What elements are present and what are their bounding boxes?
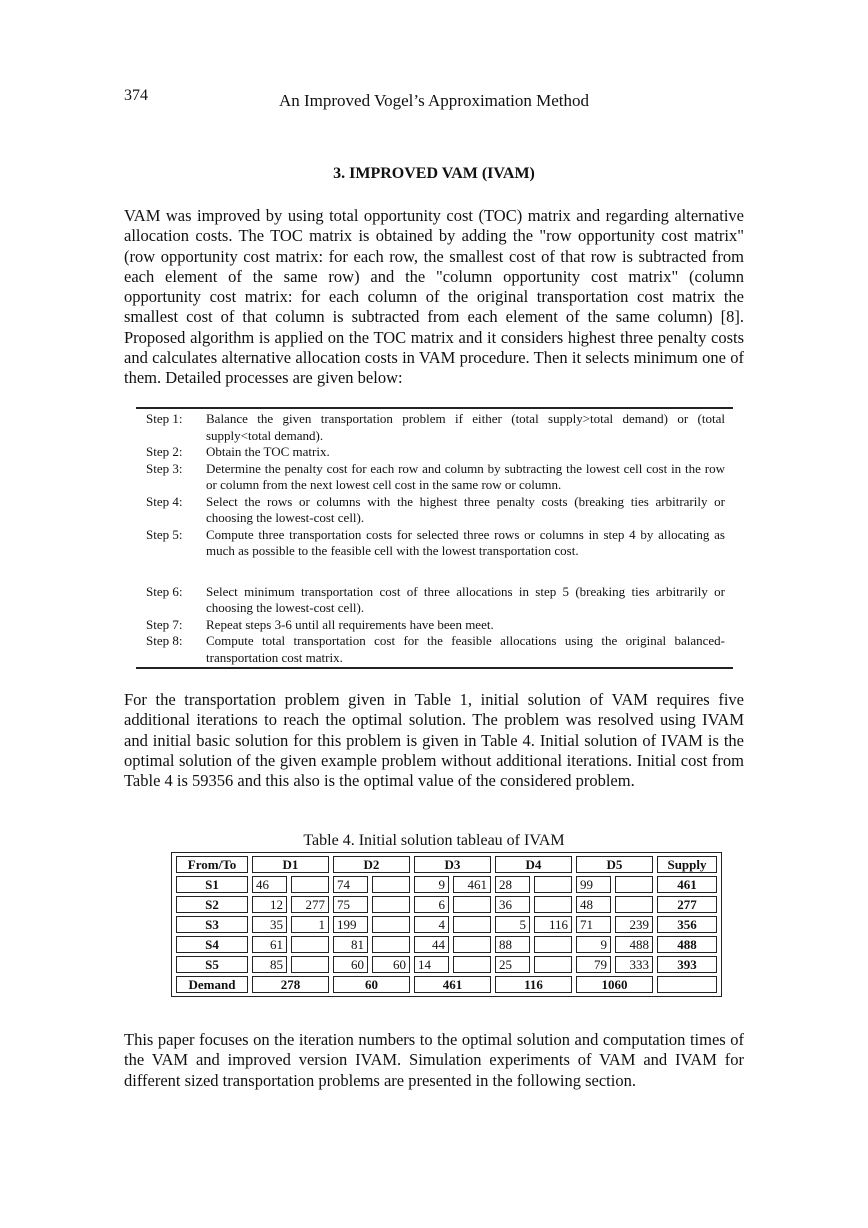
allocation-cell bbox=[291, 876, 329, 893]
demand-cell: 461 bbox=[414, 976, 491, 993]
table-caption: Table 4. Initial solution tableau of IVAM bbox=[303, 832, 565, 849]
allocation-cell bbox=[291, 956, 329, 973]
row-label: S4 bbox=[176, 936, 248, 953]
step-text: Compute total transportation cost for the feasible allocations using the original balanced-transportation cost matrix. bbox=[206, 633, 725, 665]
cost-cell: 9 bbox=[576, 936, 611, 953]
allocation-cell bbox=[534, 936, 572, 953]
step-label: Step 4: bbox=[146, 493, 183, 509]
cost-cell: 75 bbox=[333, 896, 368, 913]
cost-cell: 61 bbox=[252, 936, 287, 953]
supply-cell: 277 bbox=[657, 896, 717, 913]
table-row bbox=[176, 916, 717, 933]
row-label: S2 bbox=[176, 896, 248, 913]
step-text: Balance the given transportation problem if either (total supply>total demand) or (total supply<total demand). bbox=[206, 411, 725, 443]
cost-cell: 14 bbox=[414, 956, 449, 973]
allocation-cell bbox=[534, 876, 572, 893]
header-d3: D3 bbox=[414, 856, 491, 873]
allocation-cell bbox=[372, 896, 410, 913]
page-number: 374 bbox=[124, 87, 148, 104]
step-row bbox=[136, 527, 733, 560]
cost-cell: 74 bbox=[333, 876, 368, 893]
demand-cell: 116 bbox=[495, 976, 572, 993]
supply-cell: 393 bbox=[657, 956, 717, 973]
paragraph-results: For the transportation problem given in Table 1, initial solution of VAM requires five additional iterations to reach the optimal solution. The problem was resolved using IVAM and initial basic solution for this problem is given in Table 4. Initial solution of IVAM is the optimal solution of the given example problem without additional iterations. Initial cost from Table 4 is 59356 and this also is the optimal value of the considered problem. bbox=[124, 690, 744, 791]
row-label: Demand bbox=[176, 976, 248, 993]
cost-cell: 199 bbox=[333, 916, 368, 933]
cost-cell: 85 bbox=[252, 956, 287, 973]
allocation-cell: 488 bbox=[615, 936, 653, 953]
row-label: S1 bbox=[176, 876, 248, 893]
step-label: Step 7: bbox=[146, 616, 183, 632]
demand-cell: 278 bbox=[252, 976, 329, 993]
header-d2: D2 bbox=[333, 856, 410, 873]
demand-cell bbox=[657, 976, 717, 993]
step-row bbox=[136, 494, 733, 527]
paragraph-conclusion: This paper focuses on the iteration numbers to the optimal solution and computation times of the VAM and improved version IVAM. Simulation experiments of VAM and IVAM for different sized transportation problems are presented in the following section. bbox=[124, 1030, 744, 1090]
cost-cell: 60 bbox=[333, 956, 368, 973]
cost-cell: 81 bbox=[333, 936, 368, 953]
cost-cell: 35 bbox=[252, 916, 287, 933]
allocation-cell: 277 bbox=[291, 896, 329, 913]
allocation-cell bbox=[372, 916, 410, 933]
allocation-cell: 60 bbox=[372, 956, 410, 973]
allocation-cell bbox=[453, 956, 491, 973]
step-row bbox=[136, 411, 733, 444]
header-supply: Supply bbox=[657, 856, 717, 873]
supply-cell: 488 bbox=[657, 936, 717, 953]
table-row bbox=[176, 936, 717, 953]
allocation-cell bbox=[615, 896, 653, 913]
allocation-cell bbox=[372, 936, 410, 953]
demand-cell: 1060 bbox=[576, 976, 653, 993]
cost-cell: 28 bbox=[495, 876, 530, 893]
cost-cell: 6 bbox=[414, 896, 449, 913]
table-row bbox=[176, 956, 717, 973]
cost-cell: 44 bbox=[414, 936, 449, 953]
cost-cell: 71 bbox=[576, 916, 611, 933]
header-from-to: From/To bbox=[176, 856, 248, 873]
step-row bbox=[136, 633, 733, 666]
cost-cell: 99 bbox=[576, 876, 611, 893]
ivam-solution-table bbox=[171, 852, 722, 997]
supply-cell: 356 bbox=[657, 916, 717, 933]
cost-cell: 9 bbox=[414, 876, 449, 893]
step-row bbox=[136, 584, 733, 617]
section-title: 3. IMPROVED VAM (IVAM) bbox=[333, 165, 535, 182]
header-d4: D4 bbox=[495, 856, 572, 873]
header-d1: D1 bbox=[252, 856, 329, 873]
paragraph-intro: VAM was improved by using total opportunity cost (TOC) matrix and regarding alternative allocation costs. The TOC matrix is obtained by adding the "row opportunity cost matrix" (row opportunity cost matrix: for each row, the smallest cost of that row is subtracted from each element of the same row) and the "column opportunity cost matrix" (column opportunity cost matrix: for each column of the original transportation cost matrix the smallest cost of that column is subtracted from each element of the same column) [8]. Proposed algorithm is applied on the TOC matrix and it considers highest three penalty costs and calculates alternative allocation costs in VAM procedure. Then it selects minimum one of them. Detailed processes are given below: bbox=[124, 206, 744, 388]
allocation-cell bbox=[453, 896, 491, 913]
step-row bbox=[136, 617, 733, 634]
table-header-row bbox=[176, 856, 717, 873]
allocation-cell bbox=[453, 916, 491, 933]
step-text: Select the rows or columns with the highest three penalty costs (breaking ties arbitrarily or choosing the lowest-cost cell). bbox=[206, 493, 725, 525]
allocation-cell: 1 bbox=[291, 916, 329, 933]
demand-row bbox=[176, 976, 717, 993]
algorithm-steps bbox=[136, 407, 733, 669]
step-label: Step 3: bbox=[146, 460, 183, 476]
allocation-cell: 239 bbox=[615, 916, 653, 933]
header-d5: D5 bbox=[576, 856, 653, 873]
step-text: Repeat steps 3-6 until all requirements have been meet. bbox=[206, 616, 494, 632]
cost-cell: 48 bbox=[576, 896, 611, 913]
step-text: Select minimum transportation cost of three allocations in step 5 (breaking ties arbitrarily or choosing the lowest-cost cell). bbox=[206, 583, 725, 615]
step-row bbox=[136, 461, 733, 494]
step-text: Determine the penalty cost for each row and column by subtracting the lowest cell cost in the row or column from the next lowest cell cost in the same row or column. bbox=[206, 460, 725, 492]
allocation-cell bbox=[534, 956, 572, 973]
allocation-cell bbox=[453, 936, 491, 953]
cost-cell: 46 bbox=[252, 876, 287, 893]
cost-cell: 5 bbox=[495, 916, 530, 933]
allocation-cell bbox=[615, 876, 653, 893]
allocation-cell: 461 bbox=[453, 876, 491, 893]
row-label: S5 bbox=[176, 956, 248, 973]
step-row bbox=[136, 444, 733, 461]
step-text: Compute three transportation costs for selected three rows or columns in step 4 by allocating as much as possible to the feasible cell with the lowest transportation cost. bbox=[206, 526, 725, 558]
allocation-cell: 333 bbox=[615, 956, 653, 973]
cost-cell: 36 bbox=[495, 896, 530, 913]
step-label: Step 6: bbox=[146, 583, 183, 599]
demand-cell: 60 bbox=[333, 976, 410, 993]
allocation-cell bbox=[534, 896, 572, 913]
supply-cell: 461 bbox=[657, 876, 717, 893]
running-title: An Improved Vogel’s Approximation Method bbox=[278, 91, 590, 110]
step-label: Step 8: bbox=[146, 633, 183, 648]
cost-cell: 88 bbox=[495, 936, 530, 953]
allocation-cell bbox=[291, 936, 329, 953]
cost-cell: 12 bbox=[252, 896, 287, 913]
step-label: Step 2: bbox=[146, 444, 183, 459]
cost-cell: 4 bbox=[414, 916, 449, 933]
row-label: S3 bbox=[176, 916, 248, 933]
table-row bbox=[176, 876, 717, 893]
step-text: Obtain the TOC matrix. bbox=[206, 444, 330, 459]
cost-cell: 25 bbox=[495, 956, 530, 973]
allocation-cell bbox=[372, 876, 410, 893]
step-label: Step 1: bbox=[146, 411, 183, 426]
step-label: Step 5: bbox=[146, 526, 183, 542]
table-row bbox=[176, 896, 717, 913]
allocation-cell: 116 bbox=[534, 916, 572, 933]
cost-cell: 79 bbox=[576, 956, 611, 973]
